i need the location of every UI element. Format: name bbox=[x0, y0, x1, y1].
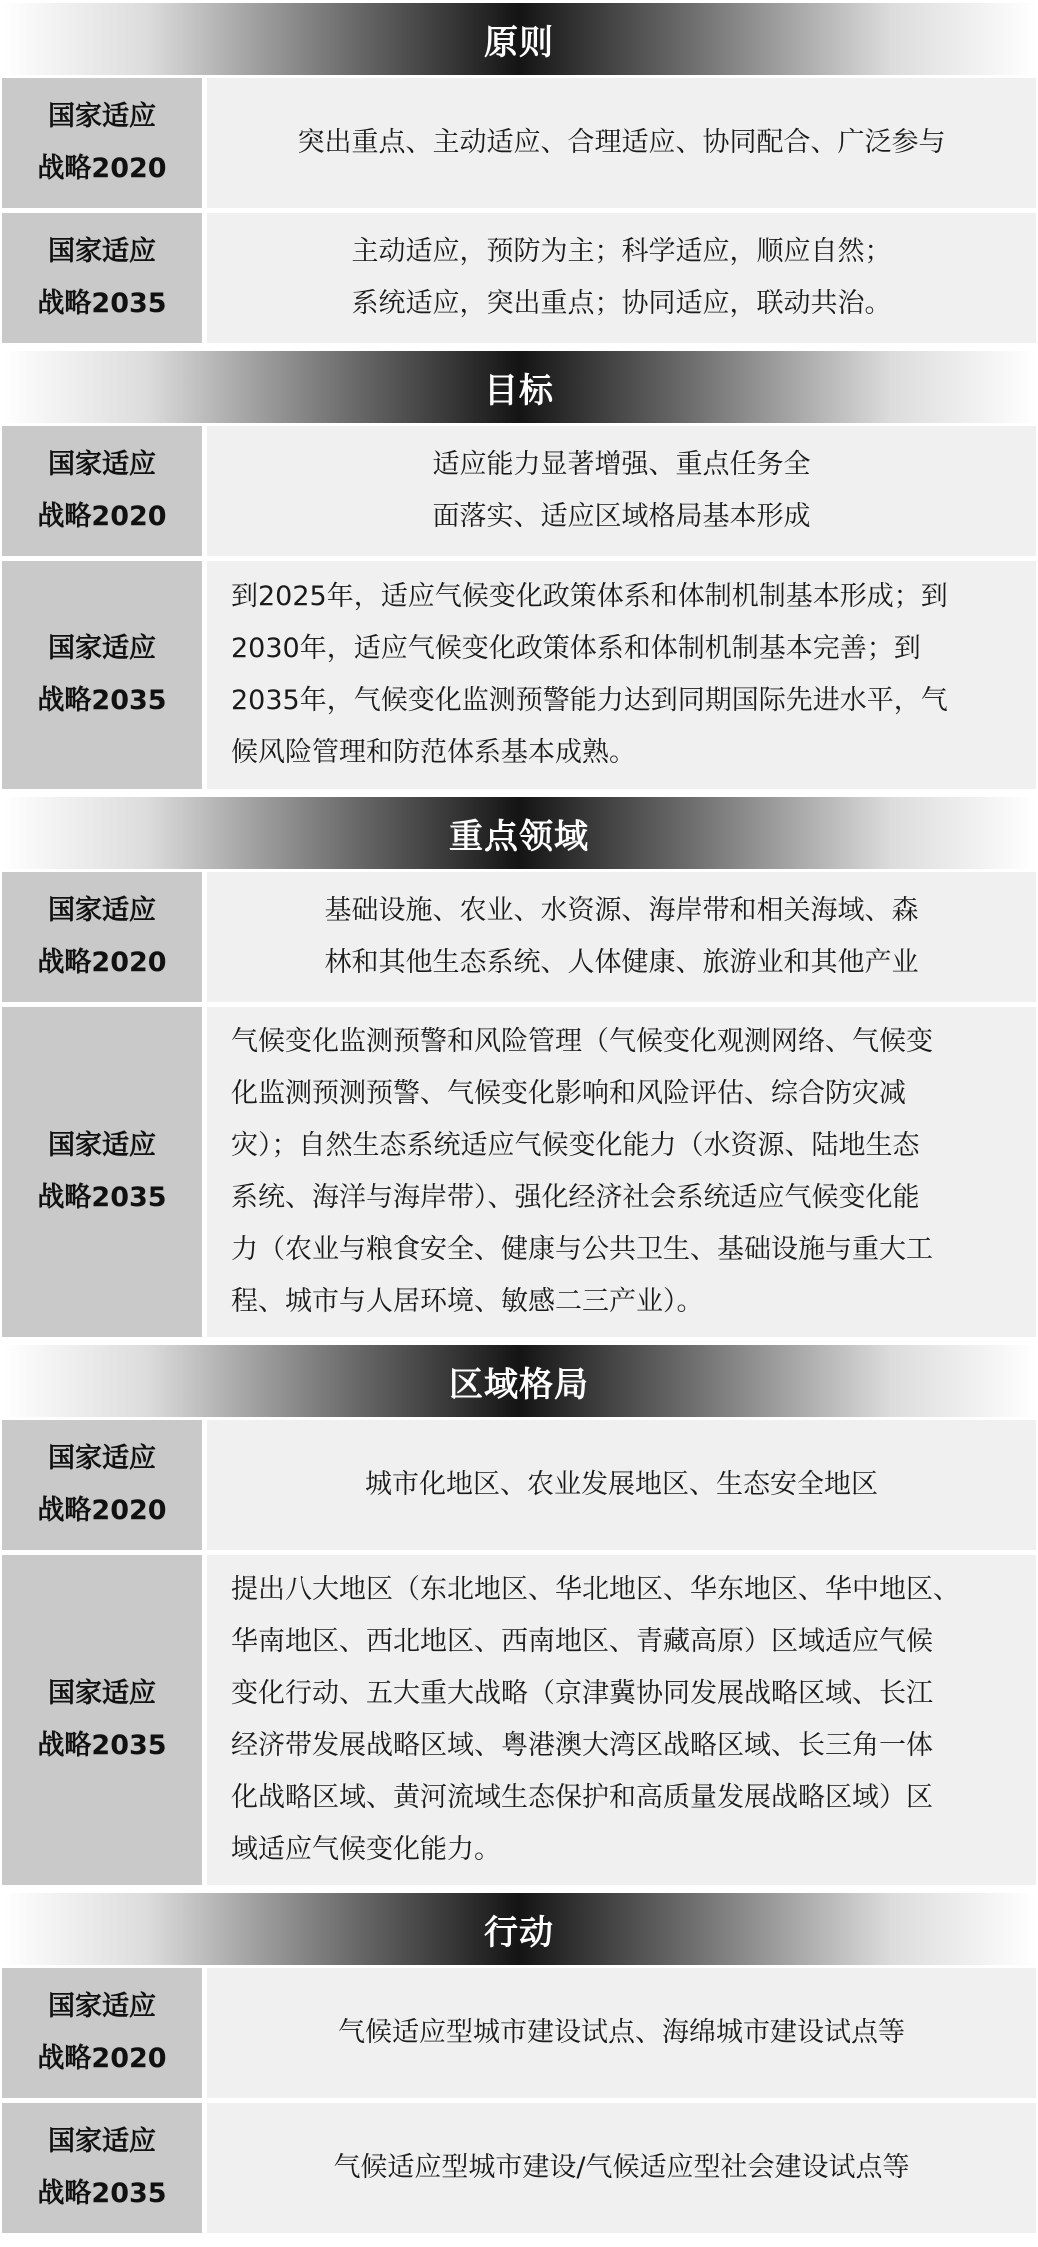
content-line: 程、城市与人居环境、敏感二三产业）。 bbox=[231, 1286, 704, 1317]
section-title: 目标 bbox=[484, 370, 554, 411]
table-row bbox=[2, 1007, 1036, 1337]
row-label bbox=[2, 1968, 202, 2098]
label-line: 战略2035 bbox=[37, 1730, 167, 1761]
label-line: 国家适应 bbox=[48, 236, 156, 267]
content-line: 候风险管理和防范体系基本成熟。 bbox=[231, 737, 636, 768]
row-content bbox=[207, 561, 1036, 789]
label-line: 战略2035 bbox=[37, 288, 167, 319]
content-line: 2030年，适应气候变化政策体系和体制机制基本完善；到 bbox=[231, 633, 921, 664]
content-line: 到2025年，适应气候变化政策体系和体制机制基本形成；到 bbox=[231, 581, 948, 612]
label-line: 战略2035 bbox=[37, 1182, 167, 1213]
content-line: 化战略区域、黄河流域生态保护和高质量发展战略区域）区 bbox=[231, 1782, 933, 1813]
label-line: 国家适应 bbox=[48, 1991, 156, 2022]
section-header-goals bbox=[2, 351, 1036, 423]
label-line: 国家适应 bbox=[48, 895, 156, 926]
label-line: 战略2020 bbox=[37, 2043, 167, 2074]
row-label bbox=[2, 2103, 202, 2233]
content-line: 系统适应，突出重点；协同适应，联动共治。 bbox=[351, 288, 892, 319]
table-row bbox=[2, 1968, 1036, 2098]
section-title: 行动 bbox=[484, 1912, 554, 1953]
content-line: 系统、海洋与海岸带）、强化经济社会系统适应气候变化能 bbox=[231, 1182, 920, 1213]
content-line: 经济带发展战略区域、粤港澳大湾区战略区域、长三角一体 bbox=[231, 1730, 933, 1761]
table-row bbox=[2, 1420, 1036, 1550]
table-row bbox=[2, 2103, 1036, 2233]
content-line: 力（农业与粮食安全、健康与公共卫生、基础设施与重大工 bbox=[231, 1234, 933, 1265]
content-line: 基础设施、农业、水资源、海岸带和相关海域、森 bbox=[324, 895, 919, 926]
label-line: 国家适应 bbox=[48, 101, 156, 132]
label-line: 国家适应 bbox=[48, 1678, 156, 1709]
section-title: 区域格局 bbox=[449, 1364, 589, 1405]
content-line: 气候适应型城市建设/气候适应型社会建设试点等 bbox=[333, 2152, 910, 2183]
content-line: 化监测预测预警、气候变化影响和风险评估、综合防灾减 bbox=[231, 1078, 906, 1109]
content-line: 2035年，气候变化监测预警能力达到同期国际先进水平，气 bbox=[231, 685, 948, 716]
content-line: 适应能力显著增强、重点任务全 bbox=[432, 449, 811, 480]
row-content bbox=[207, 872, 1036, 1002]
label-line: 国家适应 bbox=[48, 449, 156, 480]
label-line: 战略2020 bbox=[37, 1495, 167, 1526]
section-title: 重点领域 bbox=[449, 816, 589, 857]
table-row bbox=[2, 561, 1036, 789]
section-header-key-areas bbox=[2, 797, 1036, 869]
section-header-principles bbox=[2, 3, 1036, 75]
content-line: 灾）；自然生态系统适应气候变化能力（水资源、陆地生态 bbox=[231, 1130, 920, 1161]
content-line: 突出重点、主动适应、合理适应、协同配合、广泛参与 bbox=[297, 127, 946, 158]
content-line: 域适应气候变化能力。 bbox=[231, 1834, 501, 1865]
row-label bbox=[2, 426, 202, 556]
row-content bbox=[207, 2103, 1036, 2233]
row-content bbox=[207, 426, 1036, 556]
content-line: 提出八大地区（东北地区、华北地区、华东地区、华中地区、 bbox=[231, 1574, 960, 1605]
label-line: 战略2020 bbox=[37, 153, 167, 184]
label-line: 战略2035 bbox=[37, 2178, 167, 2209]
content-line: 气候适应型城市建设试点、海绵城市建设试点等 bbox=[338, 2017, 905, 2048]
table-row bbox=[2, 426, 1036, 556]
row-label bbox=[2, 1420, 202, 1550]
section-title: 原则 bbox=[484, 22, 554, 63]
row-content bbox=[207, 213, 1036, 343]
row-content bbox=[207, 1555, 1036, 1885]
row-label bbox=[2, 213, 202, 343]
label-line: 战略2020 bbox=[37, 501, 167, 532]
row-label bbox=[2, 1555, 202, 1885]
row-content bbox=[207, 1007, 1036, 1337]
row-label bbox=[2, 1007, 202, 1337]
content-line: 面落实、适应区域格局基本形成 bbox=[432, 501, 811, 532]
content-line: 主动适应，预防为主；科学适应，顺应自然； bbox=[351, 236, 892, 267]
section-header-regional-layout bbox=[2, 1345, 1036, 1417]
row-label bbox=[2, 872, 202, 1002]
label-line: 国家适应 bbox=[48, 2126, 156, 2157]
row-label bbox=[2, 78, 202, 208]
table-row bbox=[2, 872, 1036, 1002]
content-line: 城市化地区、农业发展地区、生态安全地区 bbox=[365, 1469, 878, 1500]
section-header-actions bbox=[2, 1893, 1036, 1965]
content-line: 林和其他生态系统、人体健康、旅游业和其他产业 bbox=[324, 947, 919, 978]
table-row bbox=[2, 213, 1036, 343]
content-line: 气候变化监测预警和风险管理（气候变化观测网络、气候变 bbox=[231, 1026, 933, 1057]
label-line: 国家适应 bbox=[48, 633, 156, 664]
table-row bbox=[2, 1555, 1036, 1885]
table-row bbox=[2, 78, 1036, 208]
content-line: 华南地区、西北地区、西南地区、青藏高原）区域适应气候 bbox=[231, 1626, 933, 1657]
label-line: 国家适应 bbox=[48, 1130, 156, 1161]
row-content bbox=[207, 78, 1036, 208]
label-line: 战略2020 bbox=[37, 947, 167, 978]
label-line: 国家适应 bbox=[48, 1443, 156, 1474]
label-line: 战略2035 bbox=[37, 685, 167, 716]
row-label bbox=[2, 561, 202, 789]
row-content bbox=[207, 1968, 1036, 2098]
row-content bbox=[207, 1420, 1036, 1550]
content-line: 变化行动、五大重大战略（京津冀协同发展战略区域、长江 bbox=[231, 1678, 933, 1709]
